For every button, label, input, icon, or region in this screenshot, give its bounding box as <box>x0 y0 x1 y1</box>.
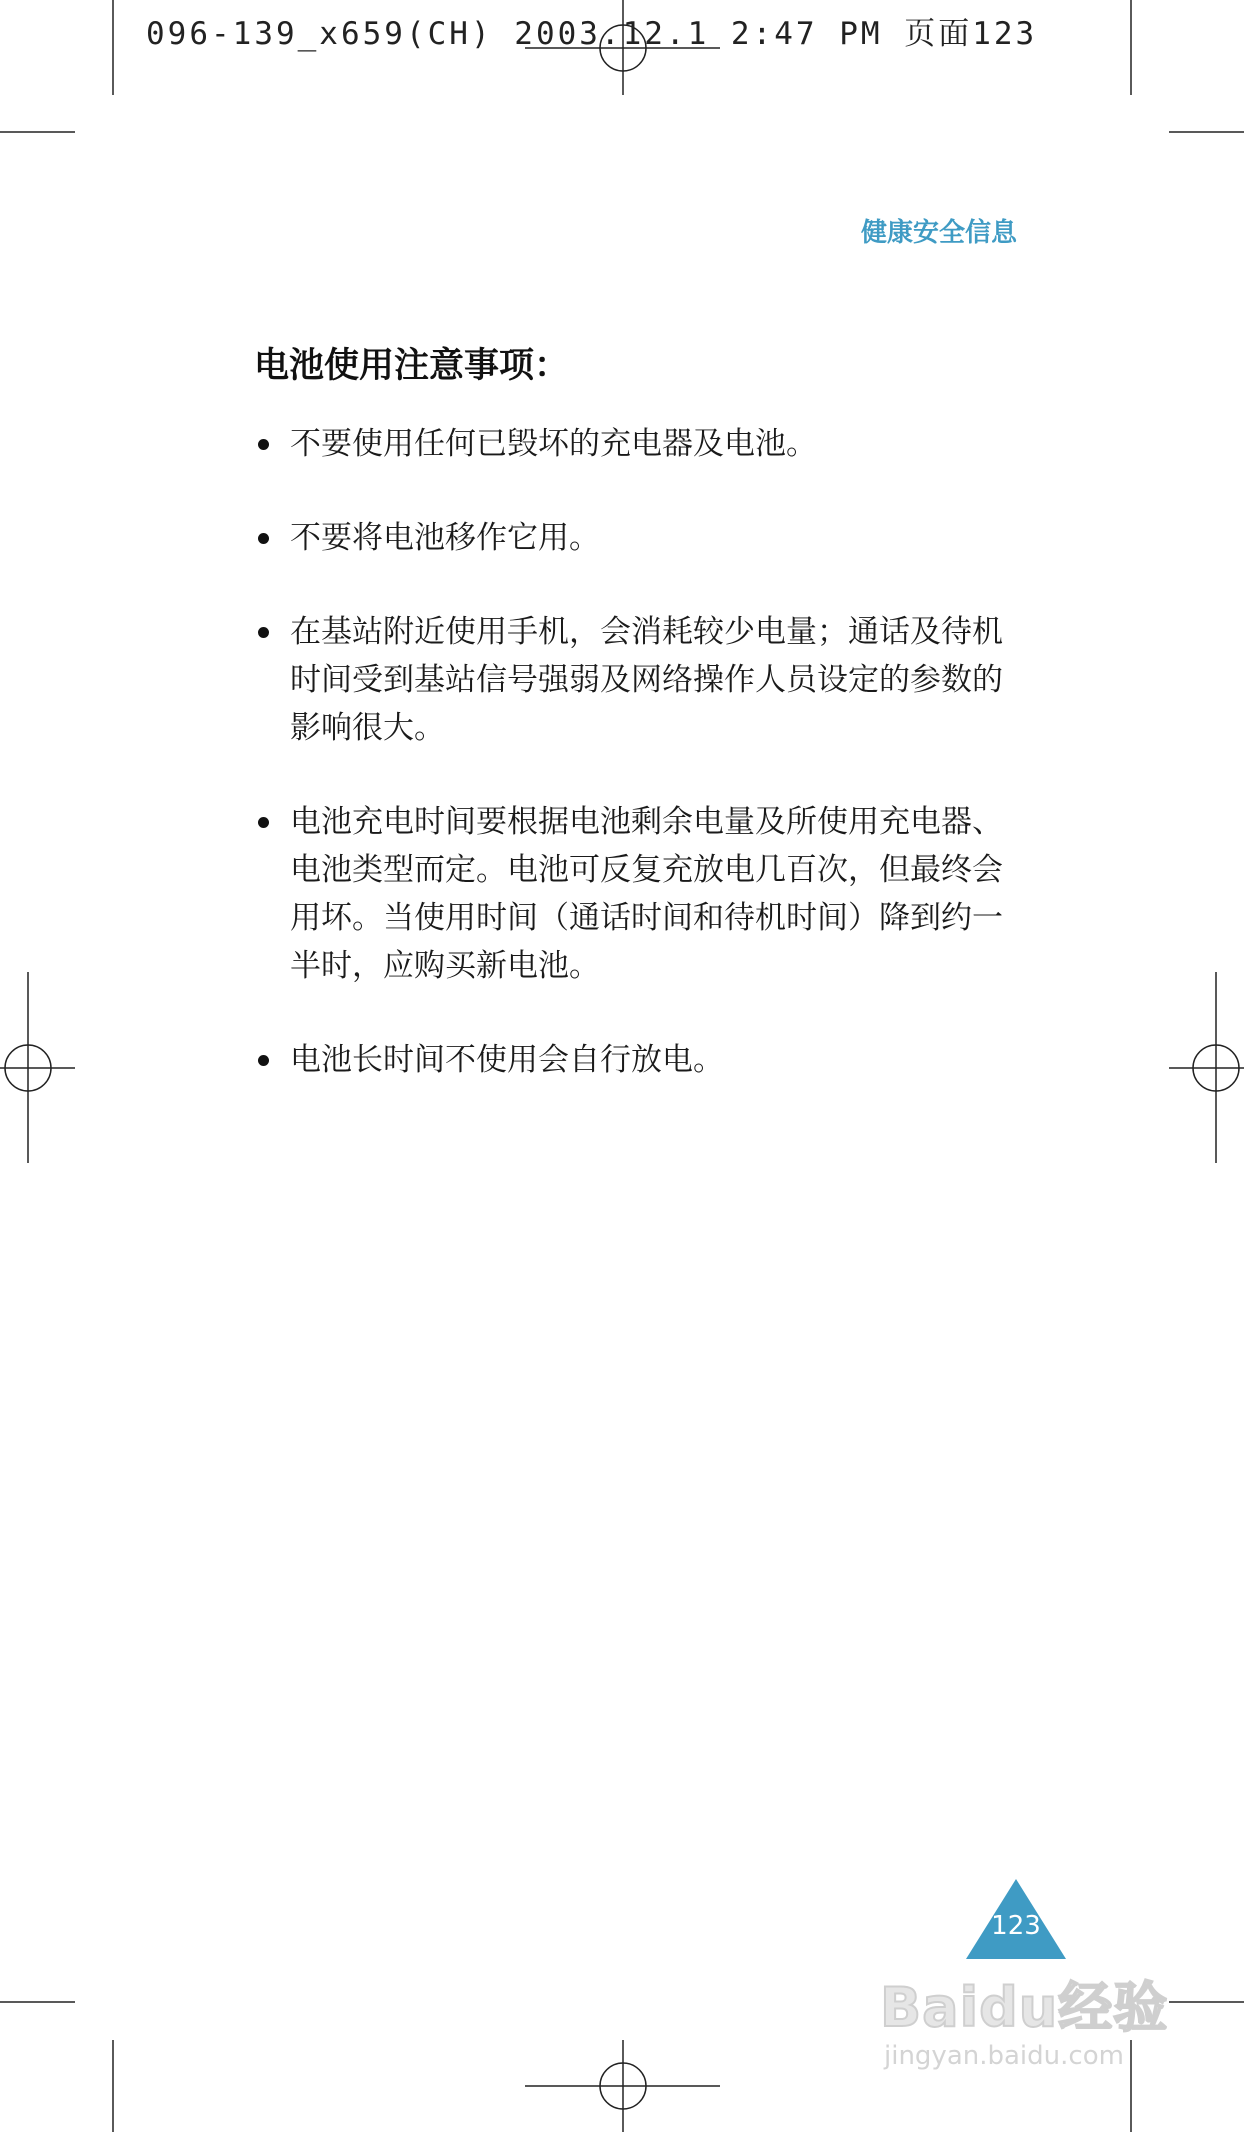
running-head: 健康安全信息 <box>860 218 1017 248</box>
list-item-text: 电池充电时间要根据电池剩余电量及所使用充电器、电池类型而定。电池可反复充放电几百次，但最终会用坏。当使用时间（通话时间和待机时间）降到约一半时，应购买新电池。 <box>290 804 1003 984</box>
list-item-text: 在基站附近使用手机，会消耗较少电量；通话及待机时间受到基站信号强弱及网络操作人员设定的参数的影响很大。 <box>290 614 1003 746</box>
list-item-text: 不要将电池移作它用。 <box>290 520 600 556</box>
watermark-logo: Baidu经验 <box>880 1976 1169 2039</box>
list-item <box>254 608 1014 752</box>
list-item <box>254 514 1014 562</box>
bullet-dot-icon <box>258 533 269 544</box>
print-slug: 096-139_x659(CH) 2003.12.1 2:47 PM 页面123 <box>146 16 1038 52</box>
bullet-dot-icon <box>258 1055 269 1066</box>
bullet-dot-icon <box>258 817 269 828</box>
list-item <box>254 798 1014 990</box>
list-item-text: 不要使用任何已毁坏的充电器及电池。 <box>290 426 817 462</box>
list-item <box>254 420 1014 468</box>
bullet-dot-icon <box>258 439 269 450</box>
list-item-text: 电池长时间不使用会自行放电。 <box>290 1042 724 1078</box>
page-number: 123 <box>991 1911 1041 1941</box>
section-heading: 电池使用注意事项： <box>254 346 570 386</box>
baidu-watermark <box>880 1965 1180 2085</box>
watermark-url: jingyan.baidu.com <box>884 2041 1124 2071</box>
bullet-dot-icon <box>258 627 269 638</box>
list-item <box>254 1036 1014 1084</box>
bullet-list <box>254 420 1014 1130</box>
